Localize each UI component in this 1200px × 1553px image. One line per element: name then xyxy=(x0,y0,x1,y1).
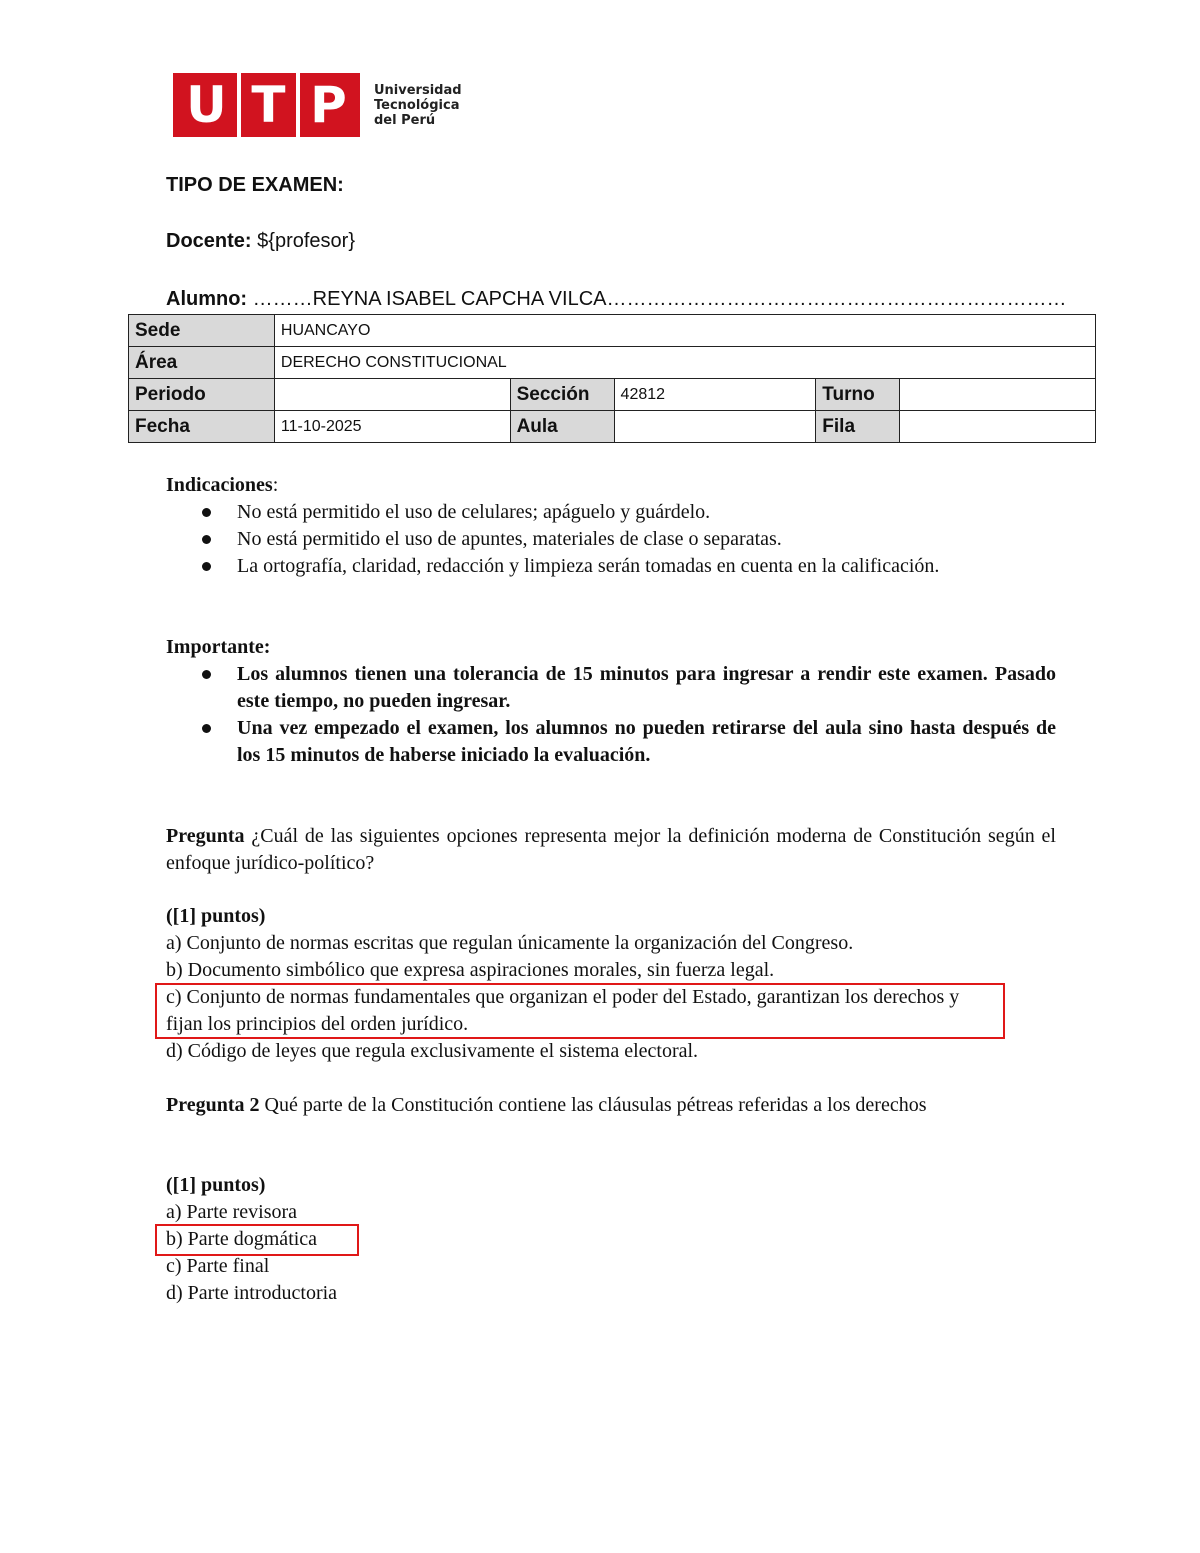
table-row xyxy=(129,315,1096,347)
periodo-label: Periodo xyxy=(129,379,275,411)
indicaciones-list xyxy=(166,499,1056,580)
fecha-value: 11-10-2025 xyxy=(274,411,510,443)
question-2-option-b: b) Parte dogmática xyxy=(166,1228,318,1250)
importante-title: Importante: xyxy=(166,636,271,658)
question-1-text xyxy=(166,823,1056,877)
answer-highlight-box xyxy=(155,983,1005,1039)
list-item xyxy=(166,715,1056,769)
importante-list xyxy=(166,661,1056,769)
table-row xyxy=(129,347,1096,379)
list-item xyxy=(166,661,1056,715)
question-2-label: Pregunta 2 xyxy=(166,1094,260,1116)
exam-info-table xyxy=(128,314,1096,443)
logo-letter-u: U xyxy=(186,76,227,134)
periodo-value xyxy=(274,379,510,411)
list-item xyxy=(166,526,1056,553)
logo-wordmark xyxy=(374,83,462,128)
indicaciones-section xyxy=(166,472,1056,580)
question-2-option-a: a) Parte revisora xyxy=(166,1201,298,1223)
area-label: Área xyxy=(129,347,275,379)
indicaciones-colon: : xyxy=(272,474,279,496)
question-2-option-d: d) Parte introductoria xyxy=(166,1282,338,1304)
indicacion-text: No está permitido el uso de celulares; apáguelo y guárdelo. xyxy=(237,501,711,523)
indicaciones-heading xyxy=(166,472,1056,499)
aula-label: Aula xyxy=(510,411,614,443)
table-row xyxy=(129,411,1096,443)
seccion-label: Sección xyxy=(510,379,614,411)
question-1-label: Pregunta xyxy=(166,825,245,847)
logo-mark xyxy=(173,73,360,137)
bullet-icon xyxy=(202,724,211,733)
teacher-value: ${profesor} xyxy=(257,230,355,252)
indicacion-text: La ortografía, claridad, redacción y limpieza serán tomadas en cuenta en la calificación. xyxy=(237,555,940,577)
question-1-points: ([1] puntos) xyxy=(166,905,266,927)
turno-label: Turno xyxy=(816,379,900,411)
list-item xyxy=(166,553,1056,580)
aula-value xyxy=(614,411,816,443)
logo-line-2: Tecnológica xyxy=(374,97,460,113)
student-value: ………REYNA ISABEL CAPCHA VILCA…………………………………………………………… xyxy=(252,288,1067,310)
importante-section xyxy=(166,634,1056,769)
bullet-icon xyxy=(202,670,211,679)
indicaciones-title: Indicaciones xyxy=(166,474,273,496)
indicacion-text: No está permitido el uso de apuntes, materiales de clase o separatas. xyxy=(237,528,782,550)
question-1-option-b: b) Documento simbólico que expresa aspiraciones morales, sin fuerza legal. xyxy=(166,959,775,981)
question-1-option-d: d) Código de leyes que regula exclusivamente el sistema electoral. xyxy=(166,1040,699,1062)
logo-letter-p: P xyxy=(310,76,347,134)
logo-letter-t: T xyxy=(251,76,286,134)
question-2-body: Qué parte de la Constitución contiene las cláusulas pétreas referidas a los derechos xyxy=(259,1094,927,1116)
fecha-label: Fecha xyxy=(129,411,275,443)
question-2-points: ([1] puntos) xyxy=(166,1174,266,1196)
importante-text: Una vez empezado el examen, los alumnos no pueden retirarse del aula sino hasta después de los 15 minutos de haberse iniciado la evaluación. xyxy=(237,717,1056,766)
question-1-option-c: c) Conjunto de normas fundamentales que organizan el poder del Estado, garantizan los derechos y fijan los principios del orden jurídico. xyxy=(166,986,960,1035)
question-1-body: ¿Cuál de las siguientes opciones representa mejor la definición moderna de Constitución según el enfoque jurídico-político? xyxy=(166,825,1056,874)
exam-type-line xyxy=(166,174,344,197)
seccion-value: 42812 xyxy=(614,379,816,411)
bullet-icon xyxy=(202,535,211,544)
logo-separator xyxy=(296,73,300,137)
importante-text: Los alumnos tienen una tolerancia de 15 minutos para ingresar a rendir este examen. Pasado este tiempo, no pueden ingresar. xyxy=(237,663,1056,712)
teacher-label: Docente: xyxy=(166,230,252,252)
bullet-icon xyxy=(202,508,211,517)
fila-label: Fila xyxy=(816,411,900,443)
question-2-option-c: c) Parte final xyxy=(166,1255,270,1277)
question-2-text xyxy=(166,1092,1056,1119)
sede-label: Sede xyxy=(129,315,275,347)
area-value: DERECHO CONSTITUCIONAL xyxy=(274,347,1095,379)
table-row xyxy=(129,379,1096,411)
fila-value xyxy=(900,411,1096,443)
student-line xyxy=(166,288,1066,311)
logo-separator xyxy=(237,73,241,137)
question-1-option-a: a) Conjunto de normas escritas que regulan únicamente la organización del Congreso. xyxy=(166,932,854,954)
logo-line-1: Universidad xyxy=(374,82,462,98)
sede-value: HUANCAYO xyxy=(274,315,1095,347)
utp-logo xyxy=(173,73,462,137)
list-item xyxy=(166,499,1056,526)
bullet-icon xyxy=(202,562,211,571)
teacher-line xyxy=(166,230,355,253)
answer-highlight-box xyxy=(155,1224,359,1256)
exam-type-label: TIPO DE EXAMEN: xyxy=(166,174,344,196)
turno-value xyxy=(900,379,1096,411)
student-label: Alumno: xyxy=(166,288,248,310)
logo-line-3: del Perú xyxy=(374,112,436,128)
